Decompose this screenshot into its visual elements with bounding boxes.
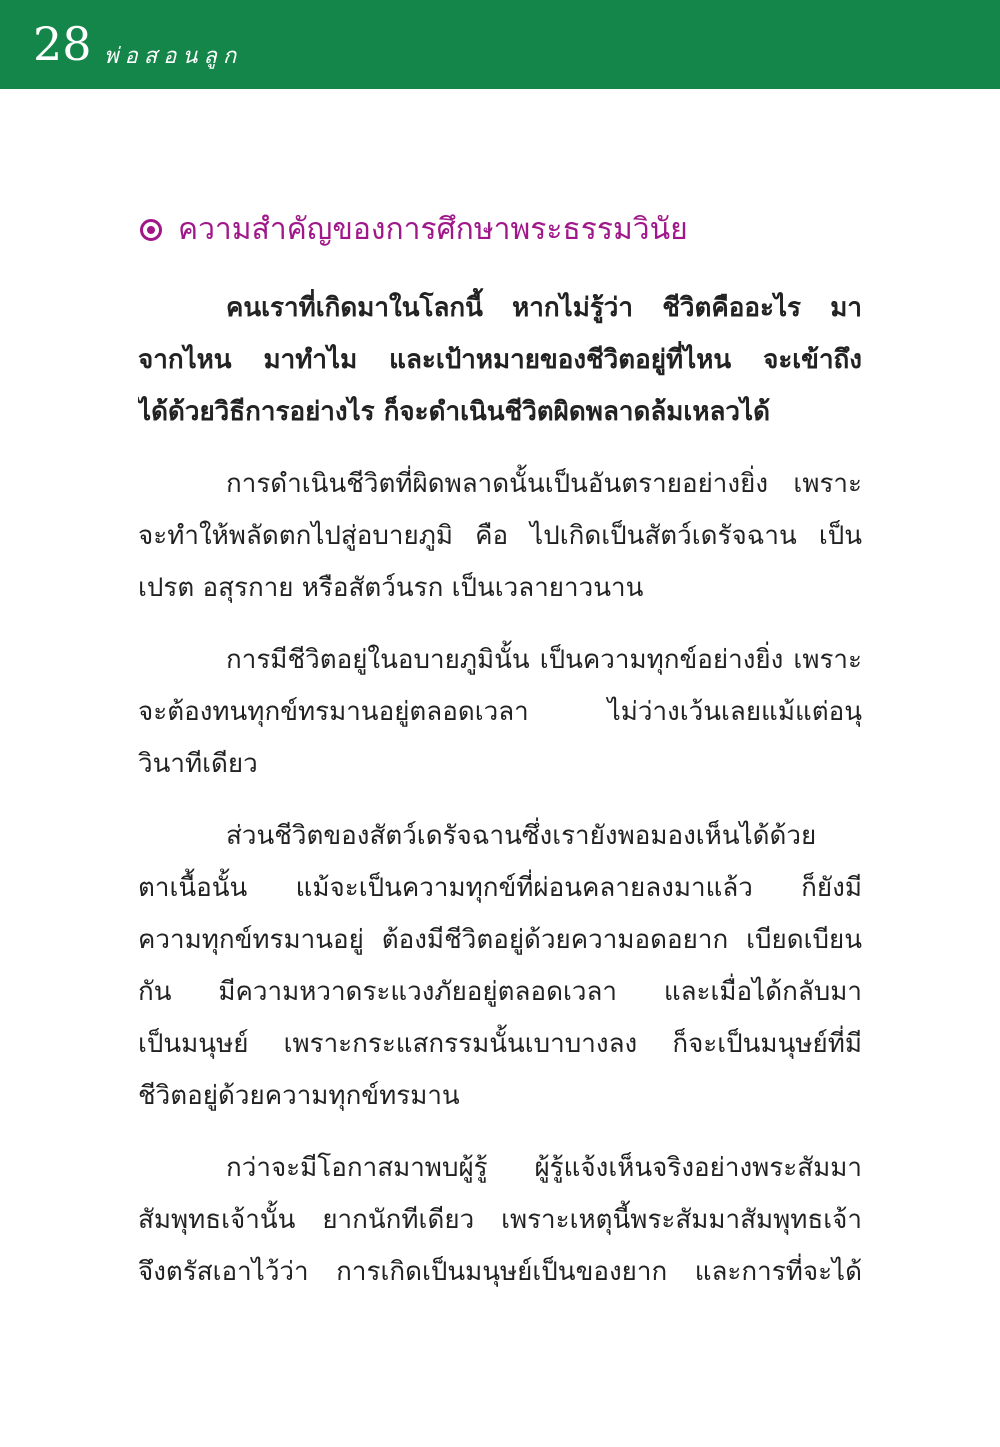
book-title: พ่อสอนลูก: [104, 44, 243, 69]
paragraph-line: สัมพุทธเจ้านั้น ยากนักทีเดียว เพราะเหตุนี้พระสัมมาสัมพุทธเจ้า: [138, 1205, 862, 1235]
paragraph-line: กัน มีความหวาดระแวงภัยอยู่ตลอดเวลา และเมื่อได้กลับมา: [138, 977, 862, 1007]
paragraph-4: [138, 810, 862, 1122]
paragraph-line: จึงตรัสเอาไว้ว่า การเกิดเป็นมนุษย์เป็นของยาก และการที่จะได้: [138, 1257, 862, 1287]
paragraph-line: เป็นมนุษย์ เพราะกระแสกรรมนั้นเบาบางลง ก็จะเป็นมนุษย์ที่มี: [138, 1029, 862, 1059]
target-circle-icon: [140, 219, 162, 241]
paragraph-line: เปรต อสุรกาย หรือสัตว์นรก เป็นเวลายาวนาน: [138, 573, 644, 603]
paragraph-line: การมีชีวิตอยู่ในอบายภูมินั้น เป็นความทุกข์อย่างยิ่ง เพราะ: [226, 645, 862, 675]
paragraph-line: ตาเนื้อนั้น แม้จะเป็นความทุกข์ที่ผ่อนคลายลงมาแล้ว ก็ยังมี: [138, 873, 862, 903]
paragraph-1: [138, 282, 862, 438]
paragraph-line: ส่วนชีวิตของสัตว์เดรัจฉานซึ่งเรายังพอมองเห็นได้ด้วย: [226, 821, 817, 851]
paragraph-line: ความทุกข์ทรมานอยู่ ต้องมีชีวิตอยู่ด้วยความอดอยาก เบียดเบียน: [138, 925, 862, 955]
page-number: 28: [33, 17, 92, 71]
section-heading: [140, 208, 688, 252]
paragraph-3: [138, 634, 862, 790]
paragraph-line: กว่าจะมีโอกาสมาพบผู้รู้ ผู้รู้แจ้งเห็นจริงอย่างพระสัมมา: [226, 1153, 862, 1183]
paragraph-5: [138, 1142, 862, 1298]
paragraph-line: จะต้องทนทุกข์ทรมานอยู่ตลอดเวลา ไม่ว่างเว้นเลยแม้แต่อนุ: [138, 697, 862, 727]
paragraph-2: [138, 458, 862, 614]
paragraph-line: คนเราที่เกิดมาในโลกนี้ หากไม่รู้ว่า ชีวิตคืออะไร มา: [226, 293, 862, 323]
paragraph-line: วินาทีเดียว: [138, 749, 258, 779]
section-heading-text: ความสำคัญของการศึกษาพระธรรมวินัย: [178, 212, 688, 247]
paragraph-line: จากไหน มาทำไม และเป้าหมายของชีวิตอยู่ที่ไหน จะเข้าถึง: [138, 345, 862, 375]
paragraph-line: การดำเนินชีวิตที่ผิดพลาดนั้นเป็นอันตรายอย่างยิ่ง เพราะ: [226, 469, 862, 499]
header-band: [0, 0, 1000, 89]
paragraph-line: จะทำให้พลัดตกไปสู่อบายภูมิ คือ ไปเกิดเป็นสัตว์เดรัจฉาน เป็น: [138, 521, 862, 551]
paragraph-line: ได้ด้วยวิธีการอย่างไร ก็จะดำเนินชีวิตผิดพลาดล้มเหลวได้: [138, 397, 770, 427]
paragraph-line: ชีวิตอยู่ด้วยความทุกข์ทรมาน: [138, 1081, 460, 1111]
